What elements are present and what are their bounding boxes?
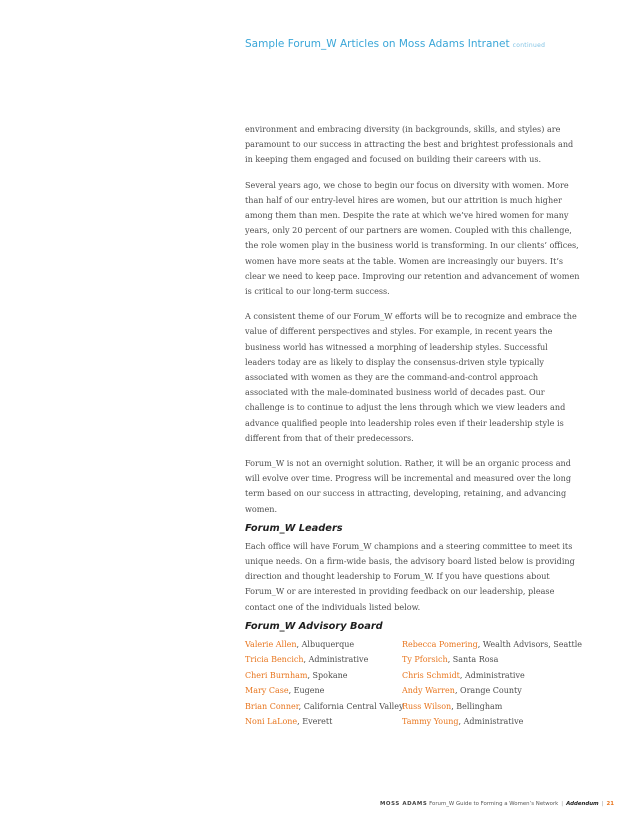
member-name: Russ Wilson <box>402 701 452 711</box>
member-name: Andy Warren <box>402 686 455 696</box>
header-title: Sample Forum_W Articles on Moss Adams Intranet <box>245 38 510 50</box>
paragraph: Forum_W is not an overnight solution. Rather, it will be an organic process and will evolve over time. Progress will be incremental and measured over the long term based on our success in attracting, developing, retaining, and advancing women. <box>245 458 572 514</box>
member-separator: , <box>451 701 457 711</box>
member-role: California Central Valley <box>303 701 404 711</box>
footer-guide-title: Forum_W Guide to Forming a Women’s Network <box>429 801 559 807</box>
member-name: Ty Pforsich <box>402 655 448 665</box>
footer-divider: | <box>601 801 604 807</box>
member-role: Everett <box>302 717 333 727</box>
member-separator: , <box>296 639 302 649</box>
member-separator: , <box>459 670 465 680</box>
member-role: Wealth Advisors, Seattle <box>482 639 583 649</box>
member-name: Chris Schmidt <box>402 670 460 680</box>
member-separator: , <box>477 639 483 649</box>
board-member <box>402 652 582 668</box>
paragraph: A consistent theme of our Forum_W efforts will be to recognize and embrace the value of different perspectives and styles. For example, in recent years the business world has witnessed a morphing of leadership styles. Successful leaders today are as likely to display the consensus-driven style typically associated with women as they are the command-and-control approach associated with the male-dominated business world of decades past. Our challenge is to continue to adjust the lens through which we view leaders and advance qualified people into leadership roles even if their leadership style is different from that of their predecessors. <box>245 311 577 443</box>
footer-section: Addendum <box>566 801 599 807</box>
member-role: Eugene <box>293 686 325 696</box>
member-name: Noni LaLone <box>245 717 298 727</box>
paragraph: Several years ago, we chose to begin our focus on diversity with women. More than half of our entry-level hires are women, but our attrition is much higher among them than men. Despite the rate at which we’ve hired women for many years, only 20 percent of our partners are women. Coupled with this challenge, the role women play in the business world is transforming. In our clients’ offices, women have more seats at the table. Women are increasingly our buyers. It’s clear we need to keep pace. Improving our retention and advancement of women is critical to our long-term success. <box>245 179 580 297</box>
member-separator: , <box>303 655 309 665</box>
board-member <box>245 652 402 668</box>
board-column-right <box>402 637 582 730</box>
advisory-board-list <box>245 637 583 730</box>
member-separator: , <box>297 717 303 727</box>
member-role: Spokane <box>312 670 348 680</box>
header-continued: continued <box>512 42 546 49</box>
leaders-paragraph: Each office will have Forum_W champions and a steering committee to meet its unique needs. On a firm-wide basis, the advisory board listed below is providing direction and thought leadership to Forum_W. If you have questions about Forum_W or are interested in providing feedback on our leadership, please contact one of the individuals listed below. <box>245 540 575 612</box>
board-member <box>245 714 402 730</box>
board-member <box>402 668 582 684</box>
advisory-board-heading: Forum_W Advisory Board <box>245 620 383 632</box>
board-member <box>245 699 402 715</box>
board-member <box>245 668 402 684</box>
member-separator: , <box>458 717 464 727</box>
board-member <box>245 637 402 653</box>
member-separator: , <box>447 655 453 665</box>
board-member <box>245 683 402 699</box>
article-body <box>245 122 583 730</box>
member-role: Administrative <box>308 655 369 665</box>
footer-divider: | <box>561 801 564 807</box>
member-separator: , <box>298 701 304 711</box>
member-role: Albuquerque <box>301 639 355 649</box>
paragraph: environment and embracing diversity (in backgrounds, skills, and styles) are paramount to our success in attracting the best and brightest professionals and in keeping them engaged and focused on building their careers with us. <box>245 124 574 165</box>
board-member <box>402 699 582 715</box>
member-role: Administrative <box>465 670 525 680</box>
board-column-left <box>245 637 402 730</box>
member-name: Tricia Bencich <box>245 655 304 665</box>
member-name: Valerie Allen <box>245 639 297 649</box>
member-name: Cheri Burnham <box>245 670 308 680</box>
member-role: Bellingham <box>456 701 503 711</box>
page-header <box>245 38 545 50</box>
member-name: Tammy Young <box>402 717 459 727</box>
member-name: Brian Conner <box>245 701 299 711</box>
member-separator: , <box>307 670 313 680</box>
page-footer <box>380 801 614 807</box>
leaders-heading: Forum_W Leaders <box>245 522 343 534</box>
board-member <box>402 637 582 653</box>
page-number: 21 <box>606 801 614 807</box>
member-separator: , <box>288 686 294 696</box>
member-name: Mary Case <box>245 686 289 696</box>
board-member <box>402 714 582 730</box>
member-role: Orange County <box>460 686 522 696</box>
footer-brand: MOSS ADAMS <box>379 801 428 807</box>
board-member <box>402 683 582 699</box>
member-role: Administrative <box>463 717 524 727</box>
member-name: Rebecca Pomering <box>402 639 478 649</box>
member-separator: , <box>454 686 461 696</box>
member-role: Santa Rosa <box>452 655 499 665</box>
